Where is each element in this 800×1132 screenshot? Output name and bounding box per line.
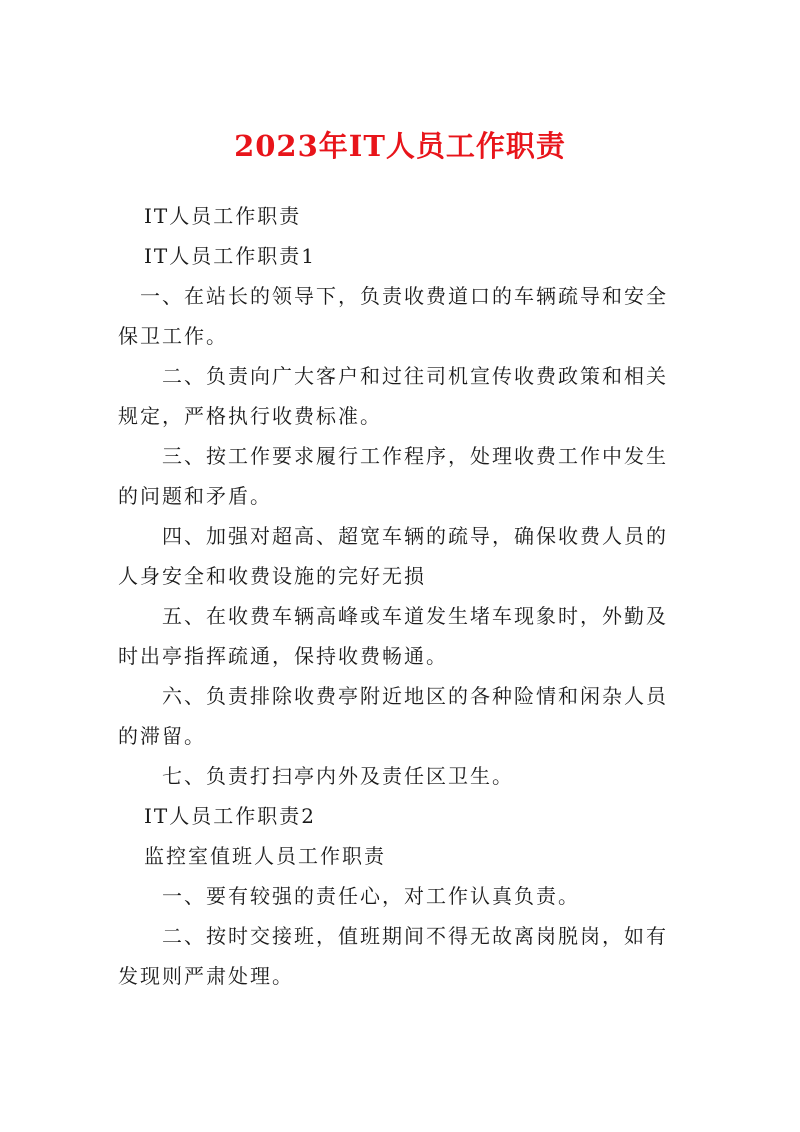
- duty-item: 二、负责向广大客户和过往司机宣传收费政策和相关规定，严格执行收费标准。: [118, 364, 668, 428]
- document-body: [118, 196, 688, 996]
- duty-item: 一、要有较强的责任心，对工作认真负责。: [162, 884, 580, 908]
- section-heading: IT人员工作职责: [144, 204, 302, 228]
- duty-item: 四、加强对超高、超宽车辆的疏导，确保收费人员的人身安全和收费设施的完好无损: [118, 524, 668, 588]
- duty-item: 六、负责排除收费亭附近地区的各种险情和闲杂人员的滞留。: [118, 684, 668, 748]
- duty-item: 一、在站长的领导下，负责收费道口的车辆疏导和安全保卫工作。: [118, 284, 668, 348]
- section-heading: IT人员工作职责2: [144, 804, 316, 828]
- duty-item: 三、按工作要求履行工作程序，处理收费工作中发生的问题和矛盾。: [118, 444, 668, 508]
- document-title: 2023年IT人员工作职责: [234, 129, 566, 163]
- duty-item: 七、负责打扫亭内外及责任区卫生。: [162, 764, 514, 788]
- section-heading: 监控室值班人员工作职责: [144, 844, 386, 868]
- duty-item: 二、按时交接班，值班期间不得无故离岗脱岗，如有发现则严肃处理。: [118, 924, 668, 988]
- section-heading: IT人员工作职责1: [144, 244, 316, 268]
- duty-item: 五、在收费车辆高峰或车道发生堵车现象时，外勤及时出亭指挥疏通，保持收费畅通。: [118, 604, 668, 668]
